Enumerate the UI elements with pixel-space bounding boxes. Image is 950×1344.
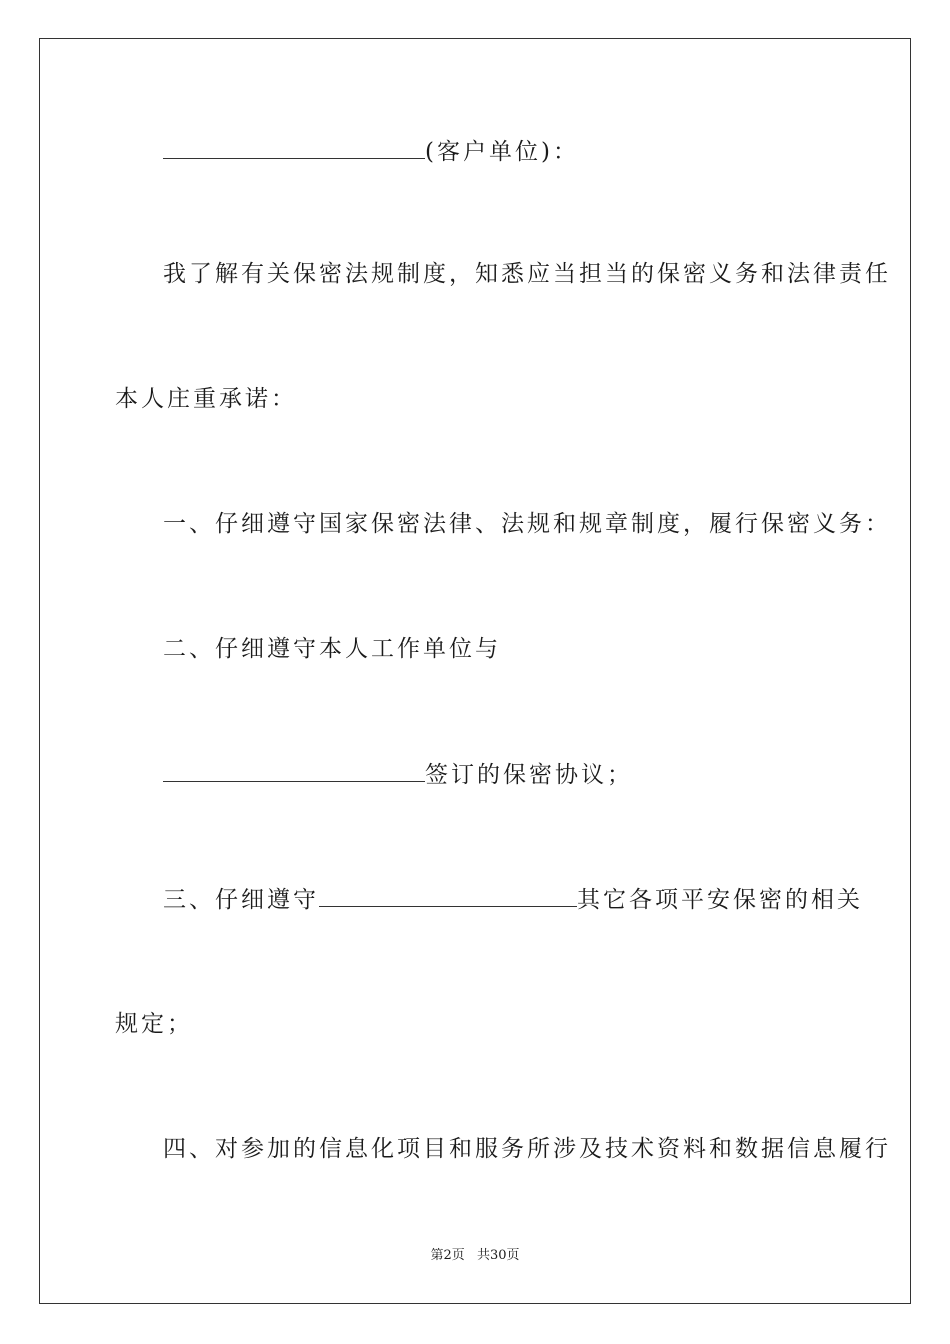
client-unit-blank[interactable] bbox=[163, 136, 425, 159]
agreement-label: 签订的保密协议； bbox=[425, 762, 633, 788]
page-footer bbox=[0, 1246, 950, 1266]
clause-three-prefix: 三、仔细遵守 bbox=[163, 887, 319, 913]
page-frame bbox=[39, 38, 911, 1304]
page-total: 共30页 bbox=[476, 1248, 520, 1263]
clause-three-continuation: 规定； bbox=[115, 1011, 193, 1037]
client-unit-label: (客户单位)： bbox=[425, 139, 579, 165]
clause-three bbox=[163, 884, 863, 915]
agreement-line bbox=[163, 759, 633, 790]
page-number: 第2页 bbox=[430, 1248, 465, 1263]
regulation-blank[interactable] bbox=[319, 884, 577, 907]
clause-two: 二、仔细遵守本人工作单位与 bbox=[163, 636, 501, 662]
paragraph-intro: 我了解有关保密法规制度，知悉应当担当的保密义务和法律责任 bbox=[163, 261, 891, 287]
paragraph-commitment: 本人庄重承诺： bbox=[115, 386, 297, 412]
clause-four: 四、对参加的信息化项目和服务所涉及技术资料和数据信息履行 bbox=[163, 1136, 891, 1162]
agreement-party-blank[interactable] bbox=[163, 759, 425, 782]
client-unit-line bbox=[163, 136, 579, 167]
clause-one: 一、仔细遵守国家保密法律、法规和规章制度，履行保密义务： bbox=[163, 511, 891, 537]
clause-three-suffix: 其它各项平安保密的相关 bbox=[577, 887, 863, 913]
